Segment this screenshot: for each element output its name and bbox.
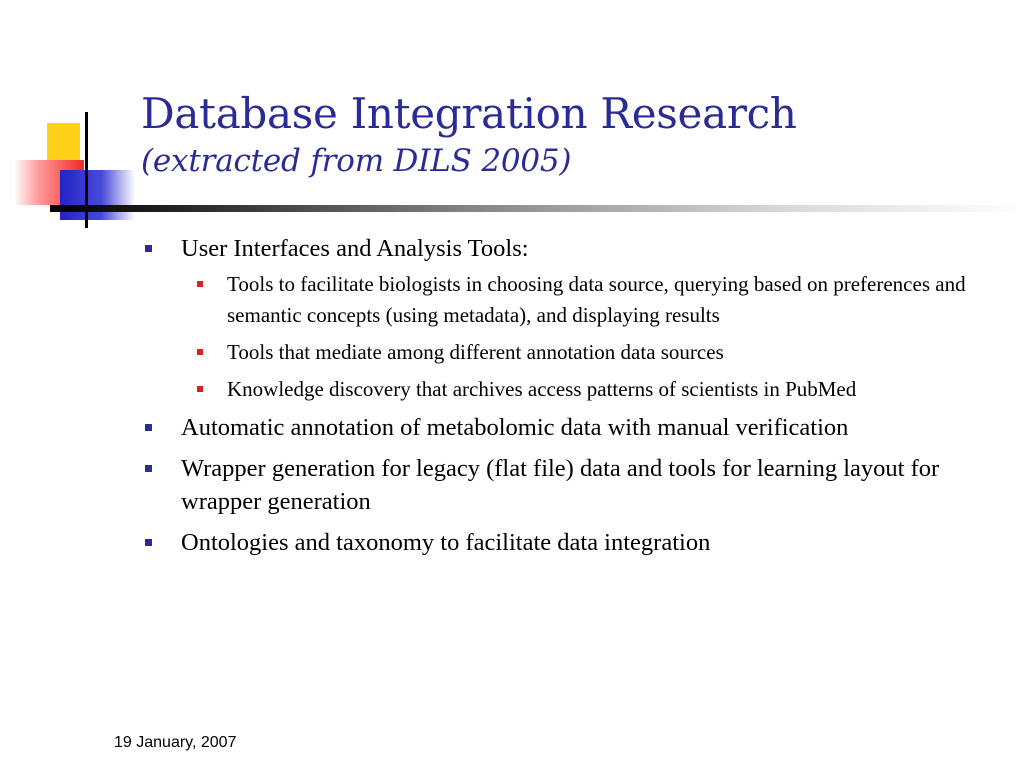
footer-date: 19 January, 2007	[114, 734, 237, 751]
sub-list-item-text: Knowledge discovery that archives access patterns of scientists in PubMed	[227, 377, 857, 401]
list-item-text: Automatic annotation of metabolomic data with manual verification	[181, 414, 849, 441]
square-bullet-icon	[145, 539, 152, 546]
square-bullet-icon	[145, 424, 152, 431]
square-bullet-icon	[145, 465, 152, 472]
slide-subtitle: (extracted from DILS 2005)	[141, 143, 572, 179]
list-item-text: Wrapper generation for legacy (flat file) data and tools for learning layout for wrapper generation	[181, 455, 940, 515]
list-item	[142, 452, 1002, 518]
bullet-list	[142, 232, 1002, 559]
list-item-text: Ontologies and taxonomy to facilitate data integration	[181, 529, 711, 556]
blue-square-decoration	[60, 170, 135, 220]
sub-bullet-list	[181, 269, 1002, 405]
square-bullet-icon	[145, 245, 152, 252]
square-bullet-icon	[197, 349, 203, 355]
sub-list-item	[181, 269, 1002, 331]
list-item	[142, 526, 1002, 559]
sub-list-item-text: Tools to facilitate biologists in choosing data source, querying based on preferences and semantic concepts (using metadata), and displaying results	[227, 272, 966, 327]
sub-list-item-text: Tools that mediate among different annotation data sources	[227, 340, 724, 364]
yellow-square-decoration	[47, 123, 80, 163]
sub-list-item	[181, 374, 1002, 405]
decorative-logo	[0, 0, 140, 240]
title-underline-rule	[50, 205, 1024, 212]
sub-list-item	[181, 337, 1002, 368]
list-item	[142, 411, 1002, 444]
slide-title: Database Integration Research	[141, 89, 797, 138]
list-item	[142, 232, 1002, 405]
square-bullet-icon	[197, 281, 203, 287]
list-item-text: User Interfaces and Analysis Tools:	[181, 235, 529, 262]
slide-body	[142, 232, 1002, 567]
square-bullet-icon	[197, 386, 203, 392]
slide-title-block	[141, 86, 1011, 180]
